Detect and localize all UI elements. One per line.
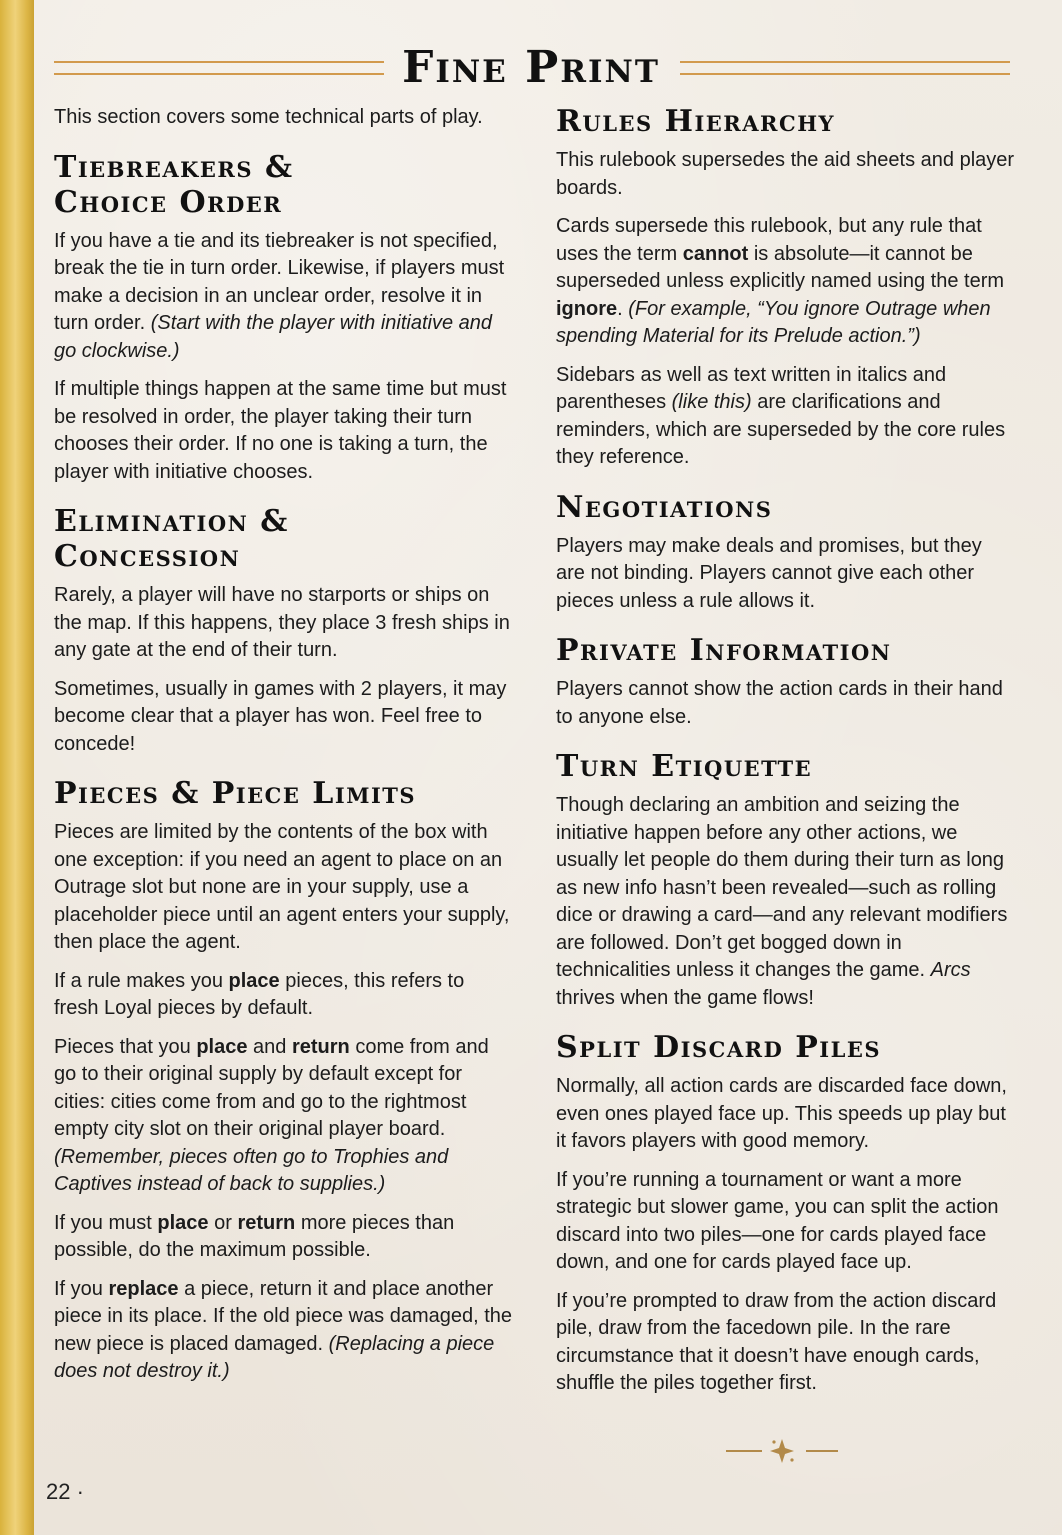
heading-line-1: Elimination & [54, 504, 289, 539]
text: pieces, this refers to fresh Loyal pieces by default. [54, 969, 465, 1019]
italic-text: Arcs [930, 959, 971, 981]
italic-text: (Remember, pieces often go to Trophies and Captives instead of back to supplies.) [54, 1145, 449, 1195]
text: come from and go to their original supply by default except for cities: cities come from and go to the rightmost empty city slot on their original player board. [54, 1035, 489, 1140]
bold-term: return [237, 1211, 296, 1234]
italic-text: (Start with the player with initiative and go clockwise.) [54, 312, 493, 362]
heading-turn-etiquette: Turn Etiquette [556, 749, 813, 784]
italic-text: (For example, “You ignore Outrage when spending Material for its Prelude action.”) [556, 297, 991, 347]
heading-pieces: Pieces & Piece Limits [54, 776, 417, 811]
page-title: Fine Print [402, 42, 660, 93]
heading-elimination [54, 504, 514, 574]
heading-split-discard-piles: Split Discard Piles [556, 1030, 882, 1065]
text: If you must [54, 1211, 152, 1234]
paragraph: Sometimes, usually in games with 2 players, it may become clear that a player has won. Feel free to concede! [54, 677, 507, 755]
gold-page-edge [0, 0, 34, 1535]
text: Though declaring an ambition and seizing the initiative happen before any other actions, we usually let people do them during their turn as long as new info hasn’t been revealed—such as rolling dice or drawing a card—and any relevant modifiers are followed. Don’t get bogged down in technicalities unless it changes the game. [556, 794, 1008, 981]
paragraph [556, 213, 1016, 351]
text: If you [54, 1277, 103, 1300]
paragraph [556, 792, 1016, 1012]
heading-line-2: Concession [54, 539, 241, 574]
text: If you have a tie and its tiebreaker is not specified, break the tie in turn order. Likewise, if players must make a decision in an unclear order, resolve it in turn order. [54, 229, 505, 334]
paragraph [54, 228, 514, 366]
text: and [253, 1035, 287, 1058]
page-number: 22 · [46, 1479, 84, 1504]
bold-term: place [157, 1211, 209, 1234]
paragraph: This rulebook supersedes the aid sheets and player boards. [556, 149, 1015, 199]
heading-rules-hierarchy: Rules Hierarchy [556, 104, 836, 139]
bold-term: return [291, 1035, 350, 1058]
paragraph: If multiple things happen at the same time but must be resolved in order, the player taking their turn chooses their order. If no one is taking a turn, the player with initiative chooses. [54, 378, 507, 483]
paragraph [54, 1276, 514, 1386]
heading-line-2: Choice Order [54, 184, 283, 220]
text: If a rule makes you [54, 969, 223, 992]
title-rule-right [680, 61, 1010, 75]
paragraph [54, 1210, 514, 1265]
text: a piece, return it and place another piece in its place. If the old piece was damaged, the new piece is placed damaged. [54, 1277, 513, 1355]
bold-term: place [228, 969, 280, 992]
paragraph: Normally, all action cards are discarded face down, even ones played face up. This speeds up play but it favors players with good memory. [556, 1075, 1007, 1152]
heading-tiebreakers [54, 150, 514, 220]
heading-line-1: Tiebreakers & [54, 149, 294, 185]
left-column [54, 104, 514, 1397]
heading-private-information: Private Information [556, 633, 892, 668]
italic-text: (like this) [671, 391, 752, 413]
text: Cards supersede this rulebook, but any rule that uses the term [556, 215, 982, 265]
text: . [617, 297, 623, 320]
text: thrives when the game flows! [556, 986, 814, 1009]
heading-negotiations: Negotiations [556, 489, 773, 525]
star-ornament-icon [722, 1436, 842, 1466]
right-column [556, 104, 1016, 1409]
paragraph: Rarely, a player will have no starports or ships on the map. If this happens, they place 3 fresh ships in any gate at the end of their turn. [54, 584, 510, 661]
text: Sidebars as well as text written in italics and parentheses [556, 363, 947, 413]
paragraph [54, 968, 514, 1023]
bold-term: replace [108, 1277, 179, 1300]
text: Pieces that you [54, 1035, 191, 1058]
paragraph: Pieces are limited by the contents of the box with one exception: if you need an agent to place on an Outrage slot but none are in your supply, use a placeholder piece until an agent enters your supply, then place the agent. [54, 821, 510, 953]
bold-term: place [196, 1035, 248, 1058]
italic-text: (Replacing a piece does not destroy it.) [54, 1332, 495, 1382]
paragraph: If you’re prompted to draw from the action discard pile, draw from the facedown pile. In the rare circumstance that it doesn’t have enough cards, shuffle the piles together first. [556, 1289, 997, 1394]
text: are clarifications and reminders, which are superseded by the core rules they reference. [556, 391, 1006, 468]
text: is absolute—it cannot be superseded unless explicitly named using the term [556, 242, 1005, 292]
bold-term: ignore [556, 297, 618, 320]
paragraph: Players may make deals and promises, but they are not binding. Players cannot give each other pieces unless a rule allows it. [556, 534, 982, 612]
paragraph [54, 1034, 514, 1199]
text: more pieces than possible, do the maximum possible. [54, 1211, 455, 1261]
text: or [214, 1211, 232, 1234]
paragraph: If you’re running a tournament or want a more strategic but slower game, you can split the action discard into two piles—one for cards played face down, and one for cards played face up. [556, 1168, 999, 1273]
intro-text: This section covers some technical parts of play. [54, 106, 483, 128]
paragraph: Players cannot show the action cards in their hand to anyone else. [556, 678, 1003, 728]
bold-term: cannot [682, 242, 749, 265]
paragraph [556, 362, 1016, 472]
